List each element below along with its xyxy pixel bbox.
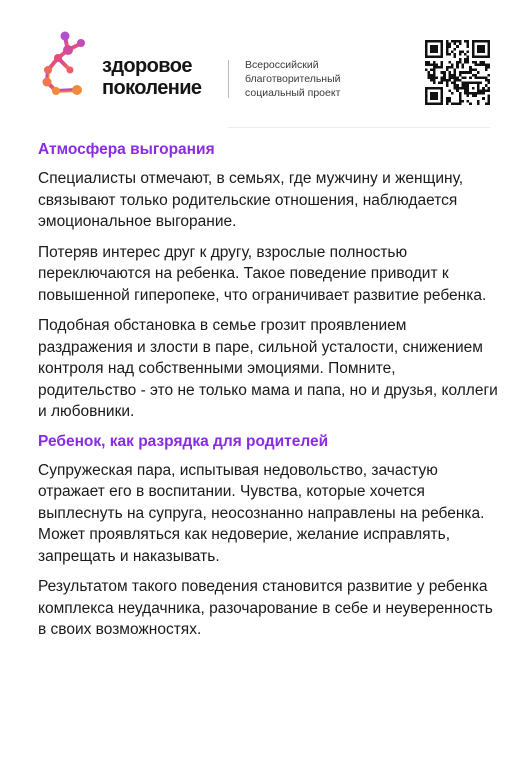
brand-line-1: здоровое (102, 55, 192, 77)
paragraph: Потеряв интерес друг к другу, взрослые полностью переключаются на ребенка. Такое поведение приводит к повышенной гиперопеке, что ограничивает развитие ребенка. (38, 243, 487, 304)
qr-code-icon[interactable] (425, 40, 490, 105)
paragraph: Результатом такого поведения становится развитие у ребенка комплекса неудачника, разочарование в себе и неуверенность в своих возможностях. (38, 578, 493, 638)
paragraph: Подобная обстановка в семье грозит проявлением раздражения и злости в паре, сильной усталости, снижением контроля над собственными эмоциями. Помните, родительство - это не только мама и папа, но и друзья, коллеги и любовники. (38, 317, 498, 420)
page-header (0, 0, 531, 128)
header-divider (228, 60, 229, 98)
molecule-logo-icon (40, 30, 86, 98)
brand-name (102, 55, 201, 99)
paragraph: Супружеская пара, испытывая недовольство, зачастую отражает его в воспитании. Чувства, которые хочется выплеснуть на супруга, неосознанно направлены на ребенка. Может проявляться как недоверие, желание исправлять, запрещать и наказывать. (38, 461, 485, 565)
tagline-line-3: социальный проект (245, 87, 341, 99)
tagline-line-1: Всероссийский (245, 59, 319, 71)
section-heading-burnout: Атмосфера выгорания (38, 141, 215, 158)
article-body (38, 140, 498, 650)
brand-line-2: поколение (102, 77, 202, 99)
section-heading-child-as-outlet: Ребенок, как разрядка для родителей (38, 432, 329, 450)
tagline (245, 58, 341, 100)
paragraph: Специалисты отмечают, в семьях, где мужчину и женщину, связывают только родительские отношения, наблюдается эмоциональное выгорание. (38, 170, 464, 230)
header-rule (228, 127, 490, 128)
tagline-line-2: благотворительный (245, 73, 341, 85)
